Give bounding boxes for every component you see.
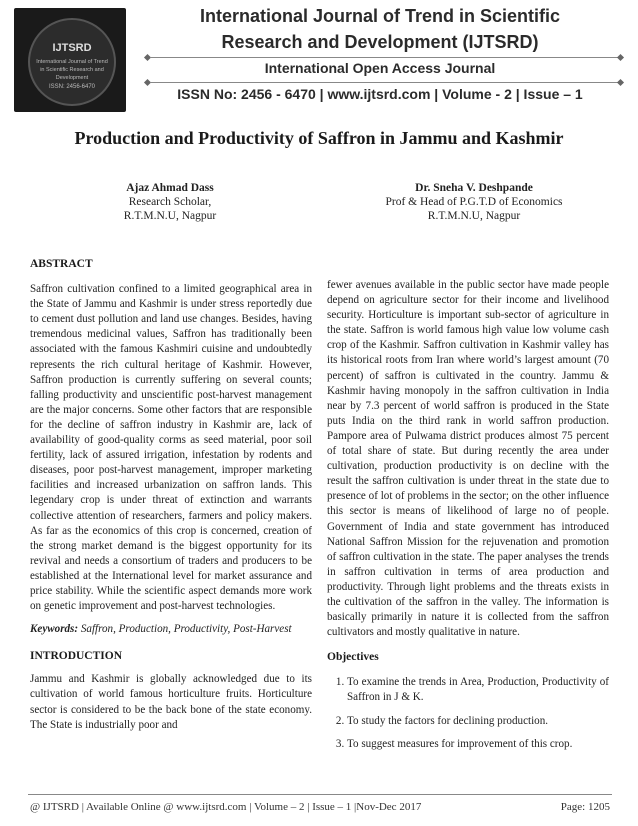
objective-item: 1. To examine the trends in Area, Production, Productivity of Saffron in J & K. (347, 675, 609, 705)
introduction-text: Jammu and Kashmir is globally acknowledged due to its cultivation of world famous horticulture fruits. Horticulture sector is considered to be the back bone of the state economy. The State is industrially poor and (30, 673, 312, 731)
page-footer (30, 801, 610, 813)
paper-title: Production and Productivity of Saffron in Jammu and Kashmir (74, 128, 564, 148)
rule-diamond-icon (617, 79, 624, 86)
author-block-2 (344, 181, 604, 223)
author-position: Research Scholar, (128, 196, 212, 208)
author-name: Ajaz Ahmad Dass (126, 182, 214, 194)
header-rule (150, 57, 620, 58)
abstract-text: Saffron cultivation confined to a limited geographical area in the State of Jammu and Kashmir is under stress reportedly due to cement dust pollution and land use changes. Besides, having tremendous medicinal values, Saffron has traditionally been associated with the famous Kashmiri cuisine and undoubtedly represents the rich cultural heritage of Kashmir. However, Saffron production is currently suffering on several counts; falling productivity and unscientific post-harvest management are the major concerns. Some other factors that are responsible for the decline of saffron industry in Kashmir are, lack of availability of good-quality corms as seed material, poor soil fertility, lack of assured irrigation, infestation by rodents and diseases, poor post-harvest management, improper marketing facilities and increased urbanization on saffron lands. This legendary crop is under threat of extinction and warrants collective attention of researchers, farmers and policy makers. As far as the economics of this crop is concerned, creation of the strong market demand is the biggest opportunity for its revival and needs a consortium of traders and producers to be established at the International level for market assurance and price stability. While the scientific aspect demands more work on genetic improvement and post-harvest technologies. (30, 283, 312, 613)
journal-name-line1: International Journal of Trend in Scientific (199, 6, 561, 26)
introduction-heading: INTRODUCTION (30, 650, 123, 663)
keywords (30, 622, 312, 637)
left-column (30, 257, 312, 733)
objective-item: 2. To study the factors for declining production. (347, 714, 609, 729)
author-affiliation: R.T.M.N.U, Nagpur (123, 210, 217, 222)
journal-access-line: International Open Access Journal (264, 60, 496, 76)
author-affiliation: R.T.M.N.U, Nagpur (427, 210, 521, 222)
journal-name-line2: Research and Development (IJTSRD) (221, 32, 539, 52)
journal-issn-line: ISSN No: 2456 - 6470 | www.ijtsrd.com | Volume - 2 | Issue – 1 (177, 86, 583, 102)
author-position: Prof & Head of P.G.T.D of Economics (385, 196, 563, 208)
keywords-list: Saffron, Production, Productivity, Post-Harvest (78, 623, 292, 636)
abstract-heading: ABSTRACT (30, 258, 93, 270)
objectives-heading: Objectives (327, 651, 379, 664)
right-column-text: fewer avenues available in the public sector have made people depend on agriculture sector for their income and livelihood security. Horticulture is important sub-sector of agriculture in the state. Saffron is world famous high value low volume cash crop of the Kashmir. Saffron cultivation in Kashmir valley has its historical roots from Iran where world’s largest amount (70 percent) of saffron is cultivated in the country. Jammu & Kashmir having monopoly in the saffron cultivation in India near by 7.3 percent of world saffron is produced in the State puts India on the third rank in world saffron production. Pampore area of Pulwama district produces almost 75 percent of total share of state. But during recently the area under cultivation, production productivity is on decline with the result the saffron cultivation is under threat in the state due to presence of lot of problems in the sector; on the other influence this sector is means of likelihood of large no of people. Government of India and state government has introduced National Saffron Mission for the rejuvenation and promotion of saffron cultivation in the state. The paper analyses the trends in saffron cultivation in terms of area production and productivity. Through light problems and the threats exists in the cultivation of the saffron in the valley. The information is basically primarily in nature it is collected from the saffron cultivators and mostly qualitative in nature. (327, 279, 609, 639)
journal-logo (14, 8, 126, 112)
logo-title: IJTSRD (52, 42, 92, 54)
logo-subtitle: International Journal of Trend in Scientific Research and Development (36, 59, 108, 81)
right-column (327, 278, 609, 760)
keywords-label: Keywords: (30, 623, 79, 636)
author-name: Dr. Sneha V. Deshpande (415, 182, 533, 194)
page-number: Page: 1205 (560, 801, 610, 813)
author-block-1 (40, 181, 300, 223)
header-rule (150, 82, 620, 83)
objective-item: 3. To suggest measures for improvement of this crop. (347, 737, 609, 752)
logo-emblem (28, 18, 116, 106)
footer-journal-info: @ IJTSRD | Available Online @ www.ijtsrd.com | Volume – 2 | Issue – 1 |Nov-Dec 2017 (30, 801, 422, 813)
objectives-list (327, 675, 609, 751)
footer-rule (28, 794, 612, 795)
logo-issn: ISSN: 2456-6470 (48, 84, 96, 90)
